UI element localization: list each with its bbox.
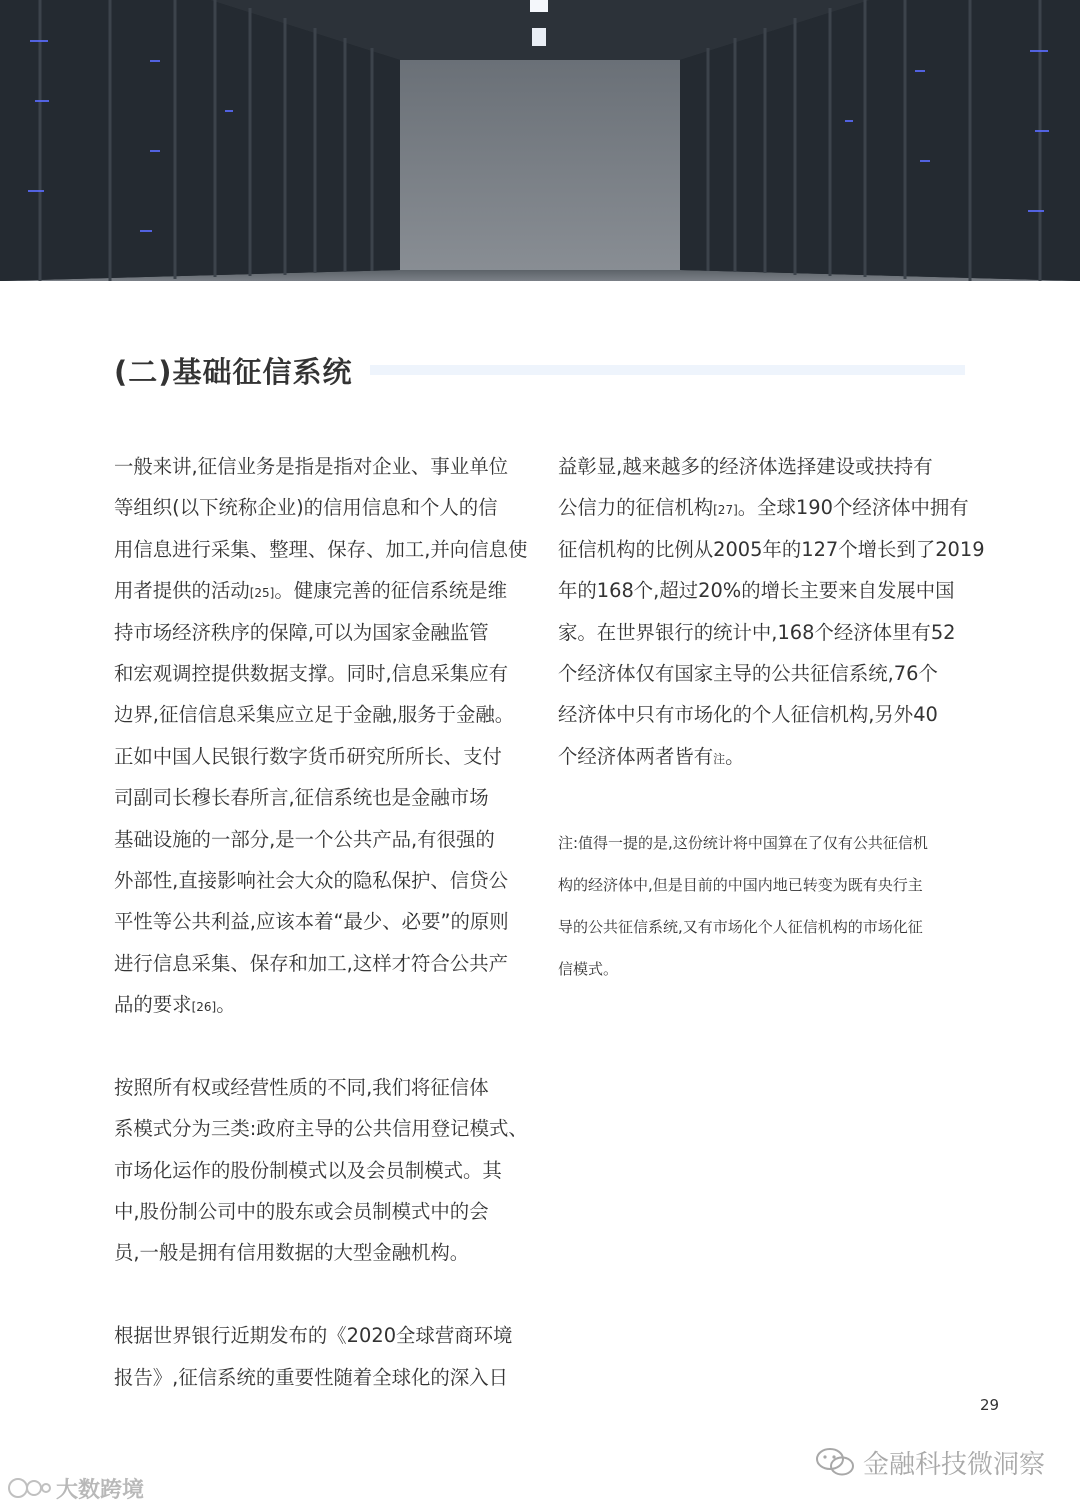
paragraph [114, 1315, 524, 1398]
text-line: 外部性,直接影响社会大众的隐私保护、信贷公 [114, 868, 508, 892]
text-line: 平性等公共利益,应该本着“最少、必要”的原则 [114, 910, 509, 934]
footnote-line: 导的公共征信系统,又有市场化个人征信机构的市场化征 [558, 918, 923, 936]
watermark-wechat [815, 1443, 1045, 1481]
section-title: (二)基础征信系统 [114, 355, 353, 389]
watermark-text: 大数跨境 [56, 1477, 145, 1503]
text-segment: 。 [216, 993, 236, 1017]
footnote-line: 信模式。 [558, 960, 619, 978]
text-line: 持市场经济秩序的保障,可以为国家金融监管 [114, 620, 489, 644]
text-line: 一般来讲,征信业务是指是指对企业、事业单位 [114, 455, 508, 478]
text-line: 等组织(以下统称企业)的信用信息和个人的信 [114, 496, 498, 520]
right-column [558, 446, 985, 777]
paragraph [114, 1067, 528, 1274]
text-segment: 。健康完善的征信系统是维 [274, 579, 508, 603]
text-segment: 公信力的征信机构 [558, 496, 714, 520]
hero-image [0, 0, 1080, 281]
text-line: 系模式分为三类:政府主导的公共信用登记模式、 [114, 1117, 528, 1141]
text-line [558, 736, 968, 777]
reference-marker: [26] [191, 1000, 217, 1015]
text-segment: 。全球190个经济体中拥有 [737, 496, 969, 520]
text-line [114, 570, 524, 611]
brand-logo-icon [6, 1475, 52, 1501]
title-divider [370, 365, 965, 375]
paragraph [558, 446, 985, 777]
text-line [114, 984, 524, 1025]
text-line: 市场化运作的股份制模式以及会员制模式。其 [114, 1158, 502, 1182]
paragraph-gap [114, 1274, 524, 1315]
text-line: 中,股份制公司中的股东或会员制模式中的会 [114, 1200, 489, 1224]
left-column [114, 446, 528, 1398]
text-line: 家。在世界银行的统计中,168个经济体里有52 [558, 620, 956, 644]
text-line [558, 487, 968, 528]
footnote-line: 构的经济体中,但是目前的中国内地已转变为既有央行主 [558, 876, 923, 894]
text-line: 益彰显,越来越多的经济体选择建设或扶持有 [558, 455, 933, 478]
text-line: 边界,征信信息采集应立足于金融,服务于金融。 [114, 703, 515, 727]
note-marker: 注 [713, 751, 726, 766]
text-line: 员,一般是拥有信用数据的大型金融机构。 [114, 1241, 470, 1265]
text-line: 和宏观调控提供数据支撑。同时,信息采集应有 [114, 661, 508, 685]
watermark-logo [6, 1472, 144, 1504]
text-segment: 用者提供的活动 [114, 579, 250, 603]
text-line: 进行信息采集、保存和加工,这样才符合公共产 [114, 951, 508, 975]
page-number: 29 [980, 1396, 1000, 1414]
footnote [558, 822, 968, 990]
text-segment: 品的要求 [114, 993, 192, 1017]
text-line: 用信息进行采集、整理、保存、加工,并向信息使 [114, 537, 528, 561]
text-segment: 个经济体两者皆有 [558, 744, 714, 768]
text-line: 个经济体仅有国家主导的公共征信系统,76个 [558, 661, 938, 685]
paragraph [114, 446, 528, 1025]
text-line: 经济体中只有市场化的个人征信机构,另外40 [558, 703, 938, 727]
text-line: 基础设施的一部分,是一个公共产品,有很强的 [114, 827, 495, 851]
server-room-illustration [0, 0, 1080, 281]
text-line: 按照所有权或经营性质的不同,我们将征信体 [114, 1075, 489, 1099]
text-line: 报告》,征信系统的重要性随着全球化的深入日 [114, 1365, 508, 1389]
reference-marker: [27] [713, 503, 738, 518]
wechat-icon [815, 1446, 855, 1478]
text-line: 征信机构的比例从2005年的127个增长到了2019 [558, 537, 985, 561]
text-line: 司副司长穆长春所言,征信系统也是金融市场 [114, 786, 489, 810]
reference-marker: [25] [249, 586, 275, 601]
text-line: 年的168个,超过20%的增长主要来自发展中国 [558, 579, 955, 603]
watermark-text: 金融科技微洞察 [863, 1449, 1046, 1480]
footnote-line: 注:值得一提的是,这份统计将中国算在了仅有公共征信机 [558, 834, 928, 852]
paragraph-gap [114, 1025, 524, 1066]
text-segment: 。 [725, 744, 745, 768]
text-line: 正如中国人民银行数字货币研究所所长、支付 [114, 744, 502, 768]
text-line: 根据世界银行近期发布的《2020全球营商环境 [114, 1324, 513, 1348]
